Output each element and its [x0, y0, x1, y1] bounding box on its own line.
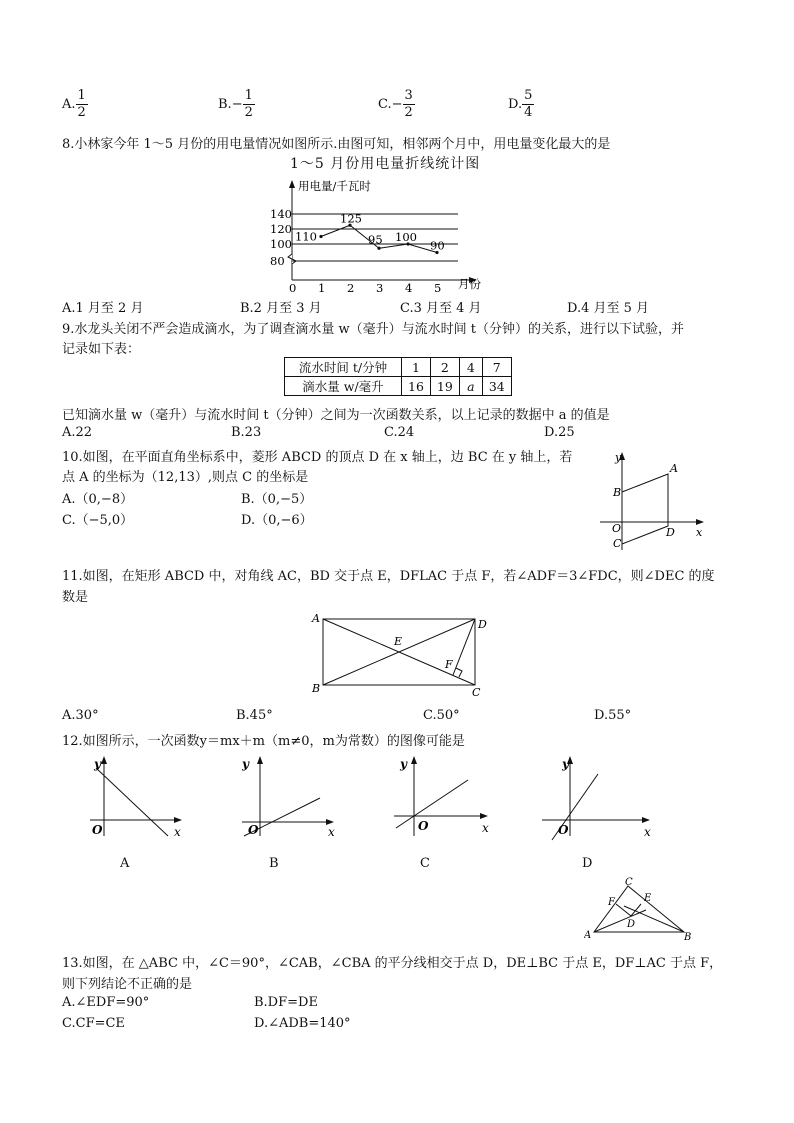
y-label: y [562, 757, 569, 771]
segment-df [616, 904, 631, 916]
label-d: D [478, 618, 487, 631]
q7-option-c: C.− $\frac{3}{2}$ [378, 88, 413, 120]
q11-line1: 11.如图，在矩形 ABCD 中，对角线 AC，BD 交于点 E，DFLAC 于点 F，若∠ADF＝3∠FDC，则∠DEC 的度 [62, 569, 715, 584]
table-cell: 1 [402, 358, 431, 377]
y-tick-label: 120 [270, 222, 292, 236]
q12-letter-b: B [269, 856, 279, 871]
q9-table [284, 357, 512, 396]
q10-option-a: A.（0,−8） [62, 492, 134, 507]
table-cell: 16 [402, 377, 431, 396]
q10-figure [598, 450, 708, 555]
y-axis-label: 用电量/千瓦时 [298, 179, 371, 193]
y-tick-label: 140 [270, 207, 292, 221]
x-axis-arrow [480, 813, 488, 819]
table-cell: 2 [430, 358, 459, 377]
q13-line2: 则下列结论不正确的是 [62, 977, 193, 992]
y-label: y [242, 757, 249, 771]
origin-label: O [92, 823, 103, 837]
q13-option-a: A.∠EDF=90° [62, 995, 150, 1010]
line-chart [262, 176, 494, 294]
x-tick-label: 4 [405, 281, 413, 294]
x-tick-label: 0 [289, 281, 297, 294]
q13-figure [584, 876, 696, 942]
label-o: O [612, 522, 622, 535]
q9-line2: 记录如下表： [62, 342, 141, 357]
right-angle-mark [456, 668, 462, 677]
table-cell: 滴水量 w/毫升 [285, 377, 402, 396]
q11-option-d: D.55° [594, 708, 632, 723]
q9-option-a: A.22 [62, 425, 93, 440]
y-label: y [94, 757, 101, 771]
q12-letter-c: C [420, 856, 430, 871]
x-label: x [174, 825, 181, 839]
q9-option-d: D.25 [544, 425, 575, 440]
q11-option-a: A.30° [62, 708, 99, 723]
axis-break [288, 254, 296, 264]
q12-text: 12.如图所示，一次函数y＝mx＋m（m≠0，m为常数）的图像可能是 [62, 734, 465, 749]
data-point [319, 235, 322, 238]
label-e: E [644, 893, 652, 904]
rhombus [622, 474, 668, 544]
q8-option-a: A.1 月至 2 月 [62, 301, 144, 316]
q10-line2: 点 A 的坐标为（12,13）,则点 C 的坐标是 [62, 470, 309, 485]
x-axis-arrow [696, 519, 704, 525]
x-axis-label: 月份 [458, 277, 481, 291]
data-label: 95 [368, 232, 383, 247]
label-b: B [312, 682, 321, 695]
origin-label: O [418, 819, 429, 833]
function-line [96, 768, 168, 836]
label-a: A [670, 462, 678, 475]
q9-option-b: B.23 [231, 425, 262, 440]
q10-line1: 10.如图，在平面直角坐标系中，菱形 ABCD 的顶点 D 在 x 轴上，边 BC 在 y 轴上，若 [62, 450, 573, 465]
q7-option-d: D. $\frac{5}{4}$ [508, 88, 533, 120]
label-e: E [394, 635, 403, 648]
chart-title: 1～5 月份用电量折线统计图 [290, 156, 481, 172]
table-cell: 4 [459, 358, 482, 377]
q10-option-b: B.（0,−5） [241, 492, 313, 507]
x-label: x [644, 825, 651, 839]
q11-figure [308, 610, 498, 700]
y-axis-arrow [411, 756, 417, 764]
table-cell: a [459, 377, 482, 396]
q7-option-a: A. $\frac{1}{2}$ [62, 88, 86, 120]
label-c: C [613, 537, 622, 550]
x-axis-arrow [642, 817, 650, 823]
label-b: B [684, 932, 692, 942]
q12-graph-d [540, 752, 656, 842]
data-label: 125 [340, 211, 362, 226]
q11-option-c: C.50° [423, 708, 460, 723]
label-c: C [625, 877, 633, 888]
label-f: F [445, 658, 453, 671]
q12-graph-c [392, 752, 492, 842]
q8-option-d: D.4 月至 5 月 [567, 301, 650, 316]
q9-option-c: C.24 [384, 425, 415, 440]
q12-graph-b [240, 752, 340, 842]
x-label: x [328, 825, 335, 839]
q13-option-c: C.CF=CE [62, 1016, 125, 1031]
q8-option-c: C.3 月至 4 月 [400, 301, 482, 316]
y-label: y [400, 757, 407, 771]
table-cell: 7 [482, 358, 511, 377]
table-cell: 34 [482, 377, 511, 396]
q10-option-d: D.（0,−6） [241, 513, 313, 528]
label-d: D [627, 919, 636, 930]
q8-text: 8.小林家今年 1～5 月份的用电量情况如图所示.由图可知，相邻两个月中，用电量变化最大的是 [62, 137, 611, 152]
label-a: A [584, 930, 592, 941]
y-tick-label: 80 [270, 254, 285, 268]
origin-label: O [248, 823, 259, 837]
label-d: D [666, 526, 675, 539]
q12-graph-a [88, 752, 188, 842]
q12-letter-a: A [120, 856, 130, 871]
x-label: x [482, 821, 489, 835]
x-axis-arrow [174, 817, 182, 823]
label-c: C [472, 686, 481, 699]
label-f: F [608, 897, 615, 908]
q9-line1: 9.水龙头关闭不严会造成滴水，为了调查滴水量 w（毫升）与流水时间 t（分钟）的关系，进行以下试验，并 [62, 322, 685, 337]
origin-label: O [558, 823, 569, 837]
triangle-abc [594, 886, 684, 932]
x-tick-label: 3 [376, 281, 384, 294]
data-point [377, 247, 380, 250]
label-a: A [312, 612, 320, 625]
q11-line2: 数是 [62, 590, 89, 605]
table-row [285, 358, 512, 377]
table-cell: 流水时间 t/分钟 [285, 358, 402, 377]
q10-option-c: C.（−5,0） [62, 513, 134, 528]
y-tick-label: 100 [270, 237, 292, 251]
q8-option-b: B.2 月至 3 月 [240, 301, 322, 316]
y-axis-arrow [101, 756, 107, 764]
x-label: x [696, 526, 703, 539]
q13-line1: 13.如图，在 △ABC 中，∠C＝90°，∠CAB，∠CBA 的平分线相交于点 D，DE⊥BC 于点 E，DF⊥AC 于点 F， [62, 956, 723, 971]
x-tick-label: 1 [318, 281, 326, 294]
y-label: y [615, 451, 622, 464]
label-b: B [613, 486, 622, 499]
q7-option-b: B.− $\frac{1}{2}$ [218, 88, 253, 120]
data-label: 110 [295, 229, 317, 244]
q13-option-d: D.∠ADB=140° [254, 1016, 351, 1031]
function-line [396, 780, 468, 828]
y-axis-arrow [257, 756, 263, 764]
q12-letter-d: D [582, 856, 593, 871]
x-tick-label: 2 [347, 281, 355, 294]
q13-option-b: B.DF=DE [254, 995, 318, 1010]
q9-line3: 已知滴水量 w（毫升）与流水时间 t（分钟）之间为一次函数关系，以上记录的数据中 a 的值是 [62, 408, 610, 423]
q11-option-b: B.45° [236, 708, 273, 723]
y-axis-arrow [289, 180, 295, 188]
data-label: 100 [395, 230, 417, 244]
table-cell: 19 [430, 377, 459, 396]
x-tick-label: 5 [434, 281, 442, 294]
data-label: 90 [430, 238, 445, 253]
table-row [285, 377, 512, 396]
